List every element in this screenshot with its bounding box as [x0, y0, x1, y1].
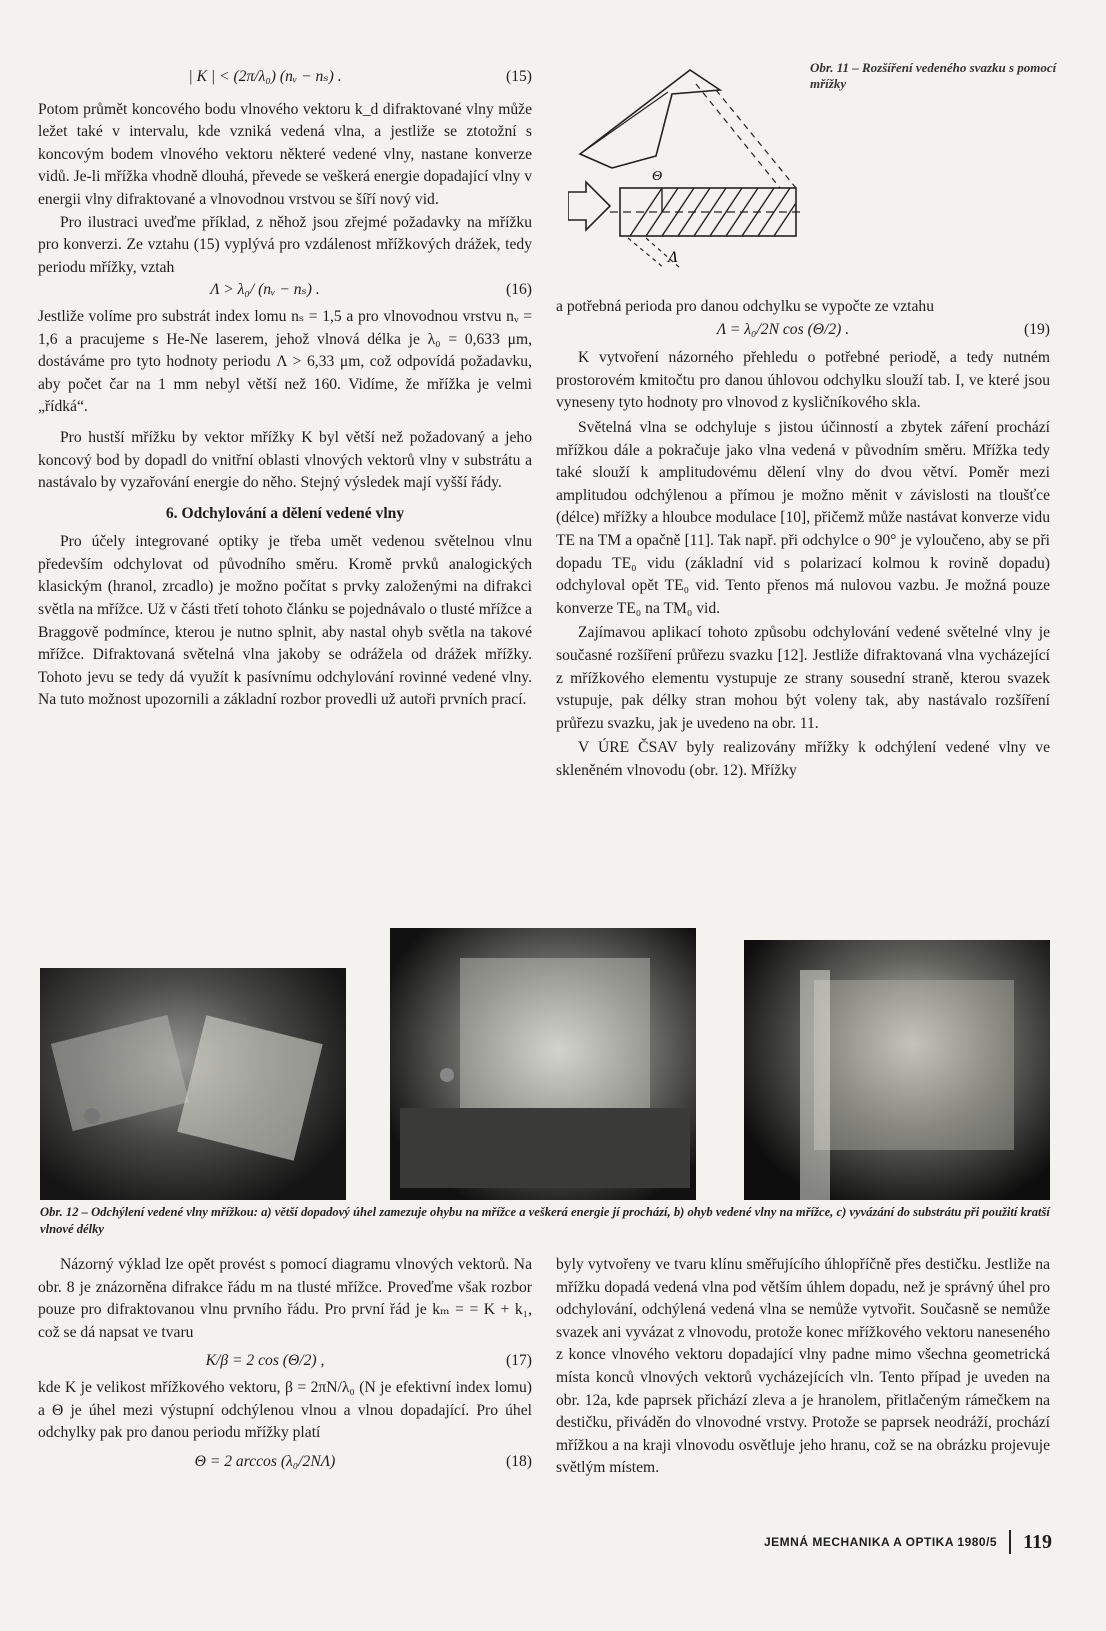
paragraph: K vytvoření názorného přehledu o potřebné periodě, a tedy nutném prostorovém kmitočtu pro danou úhlovou odchylku slouží tab. I, ve které jsou vyneseny tyto hodnoty pro vlnovod z kysličníkového skla. [556, 349, 1050, 412]
paragraph: Potom průmět koncového bodu vlnového vektoru k_d difraktované vlny může ležet také v intervalu, kde vzniká vedená vlna, a jestliže se ztotožní s koncovým bodem vlnového vektoru některé vedené vlny, nastane konverze vidů. Je-li mřížka vhodně dlouhá, převede se veškerá energie dopadající vlny v energii vlny difraktované a vlnovodnou vrstvou se šíří nový vid. [38, 100, 532, 208]
equation-17: K/β = 2 cos (Θ/2) , (17) [205, 1352, 532, 1370]
figure-12-caption: Obr. 12 – Odchýlení vedené vlny mřížkou: a) větší dopadový úhel zamezuje ohybu na mřížce a veškerá energie jí prochází, b) ohyb vedené vlny na mřížce, c) vyvázání do substrátu při použití kratší vlnové délky [40, 1205, 1050, 1236]
paragraph: Názorný výklad lze opět provést s pomocí diagramu vlnových vektorů. Na obr. 8 je znázorněna difrakce řádu m na tlusté mřížce. Proveďme však rozbor pouze pro difraktovanou vlnu prvního řádu. Pro první řád je kₘ = = K + k₁, což se dá napsat ve tvaru [38, 1256, 532, 1341]
equation-15: | K | < (2π/λ₀) (nᵥ − nₛ) . (15) [188, 68, 532, 85]
paragraph: byly vytvořeny ve tvaru klínu směřujícího úhlopříčně přes destičku. Jestliže na mřížku dopadá vedená vlna pod větším úhlem dopadu, než je správný úhel pro odchylování, odchýlená vedená vlna se nemůže vytvořit. Současně se nemůže svazek ani vyvázat z vlnovodu, protože konec mřížkového vektoru naneseného z konce vlnového vektoru dopadající vlny padne mimo všechna geometrická místa konců vlnových vektorů vycházejících vln. Tento případ je uveden na obr. 12a, kde paprsek přichází zleva a je hranolem, přitlačeným rámečkem na destičku, přiváděn do vlnovodné vrstvy. Protože se paprsek neodráží, prochází mřížkou a na kraji vlnovodu osvětluje jeho hranu, což se na obrázku projevuje světlým místem. [556, 1256, 1050, 1477]
footer-divider [1009, 1530, 1011, 1554]
figure-11-caption: Obr. 11 – Rozšíření vedeného svazku s pomocí mřížky [810, 60, 1057, 91]
figure-11-diagram [568, 62, 804, 276]
bottom-right-column [556, 1254, 1050, 1480]
theta-label: Θ [652, 169, 663, 184]
figure-12a-photo [40, 968, 346, 1200]
right-column [556, 296, 1050, 782]
equation-18: Θ = 2 arccos (λ₀/2NΛ) (18) [194, 1452, 532, 1470]
paragraph: Pro účely integrované optiky je třeba umět vedenou světelnou vlnu především odchylovat od původního směru. Kromě prvků analogických klasickým (hranol, zrcadlo) je možno počítat s prvky založenými na difrakci světla na mřížce. Už v části třetí tohoto článku se pojednávalo o tlusté mřížce a Braggově podmínce, kterou je nutno splnit, aby nastal ohyb světla na takové mřížce. Difraktovaná světelná vlna jakoby se odrážela od drážek mřížky. Tohoto jevu se tedy dá využít k pasívnímu odchylování rovinné vedené vlny. Na tuto možnost upozornili a základní rozbor provedli už autoři prvních prací. [38, 533, 532, 709]
journal-name: JEMNÁ MECHANIKA A OPTIKA 1980/5 [764, 1535, 998, 1549]
page-footer [764, 1530, 1052, 1554]
section-heading: 6. Odchylování a dělení vedené vlny [165, 504, 405, 522]
paragraph: Jestliže volíme pro substrát index lomu nₛ = 1,5 a pro vlnovodnou vrstvu nᵥ = 1,6 a pracujeme s He-Ne laserem, jehož vlnová délka je λ₀ = 0,633 μm, dostáváme pro tyto hodnoty periodu Λ > 6,33 μm, což odpovídá požadavku, aby počet čar na 1 mm nebyl větší než 160. Vidíme, že mřížka je velmi „řídká“. [38, 307, 532, 416]
paragraph: kde K je velikost mřížkového vektoru, β = 2πN/λ₀ (N je efektivní index lomu) a Θ je úhel mezi výstupní odchýlenou vlnou a vlnou dopadající. Pro úhel odchylky pak pro danou periodu mřížky platí [38, 1378, 532, 1442]
equation-19: Λ = λ₀/2N cos (Θ/2) . (19) [716, 320, 1050, 338]
equation-16: Λ > λ₀/ (nᵥ − nₛ) . (16) [210, 281, 532, 299]
paragraph: a potřebná perioda pro danou odchylku se vypočte ze vztahu [556, 298, 935, 315]
paragraph: Zajímavou aplikací tohoto způsobu odchylování vedené světelné vlny je současné rozšíření průřezu svazku [12]. Jestliže difraktovaná vlna vycházející z mřížkového elementu vystupuje ze strany sousední straně, kterou svazek vstupuje, pak délky stran mohou být voleny tak, aby nastávalo rozšíření průřezu svazku, jak je uvedeno na obr. 11. [556, 624, 1050, 732]
bottom-left-column [38, 1254, 532, 1473]
page-number: 119 [1023, 1530, 1052, 1553]
paragraph: V ÚRE ČSAV byly realizovány mřížky k odchýlení vedené vlny ve skleněném vlnovodu (obr. 12). Mřížky [556, 739, 1050, 779]
paragraph: Světelná vlna se odchyluje s jistou účinností a zbytek záření prochází mřížkou dále a pokračuje jako vlna vedená v původním směru. Mřížka tedy také slouží k amplitudovému dělení vlny do dvou větví. Poměr mezi amplitudou odchýlenou a přímou je možno měnit v závislosti na tloušťce (délce) mřížky a hloubce modulace [10], přičemž může nastávat konverze vidu TE na TM a opačně [11]. Tak např. při odchylce o 90° je vyloučeno, aby se při dopadu TE₀ vidu (základní vid s polarizací kolmou k rovině dopadu) odchyloval opět TE₀ vid. Tento přenos má nulovou vazbu. Je možná pouze konverze TE₀ na TM₀ vid. [556, 418, 1050, 617]
paragraph: Pro ilustraci uveďme příklad, z něhož jsou zřejmé požadavky na mřížku pro konverzi. Ze vztahu (15) vyplývá pro vzdálenost mřížkových drážek, tedy periodu mřížky, vztah [38, 213, 532, 276]
figure-12b-photo [390, 928, 696, 1200]
paragraph: Pro hustší mřížku by vektor mřížky K byl větší než požadovaný a jeho koncový bod by dopadl do vnitřní oblasti vlnových vektorů vlny v substrátu a nastávalo by vyzařování energie do něho. Stejný výsledek mají vyšší řády. [38, 428, 532, 492]
figure-12c-photo [744, 940, 1050, 1200]
left-column [38, 66, 532, 712]
lambda-label: Λ [668, 249, 678, 266]
